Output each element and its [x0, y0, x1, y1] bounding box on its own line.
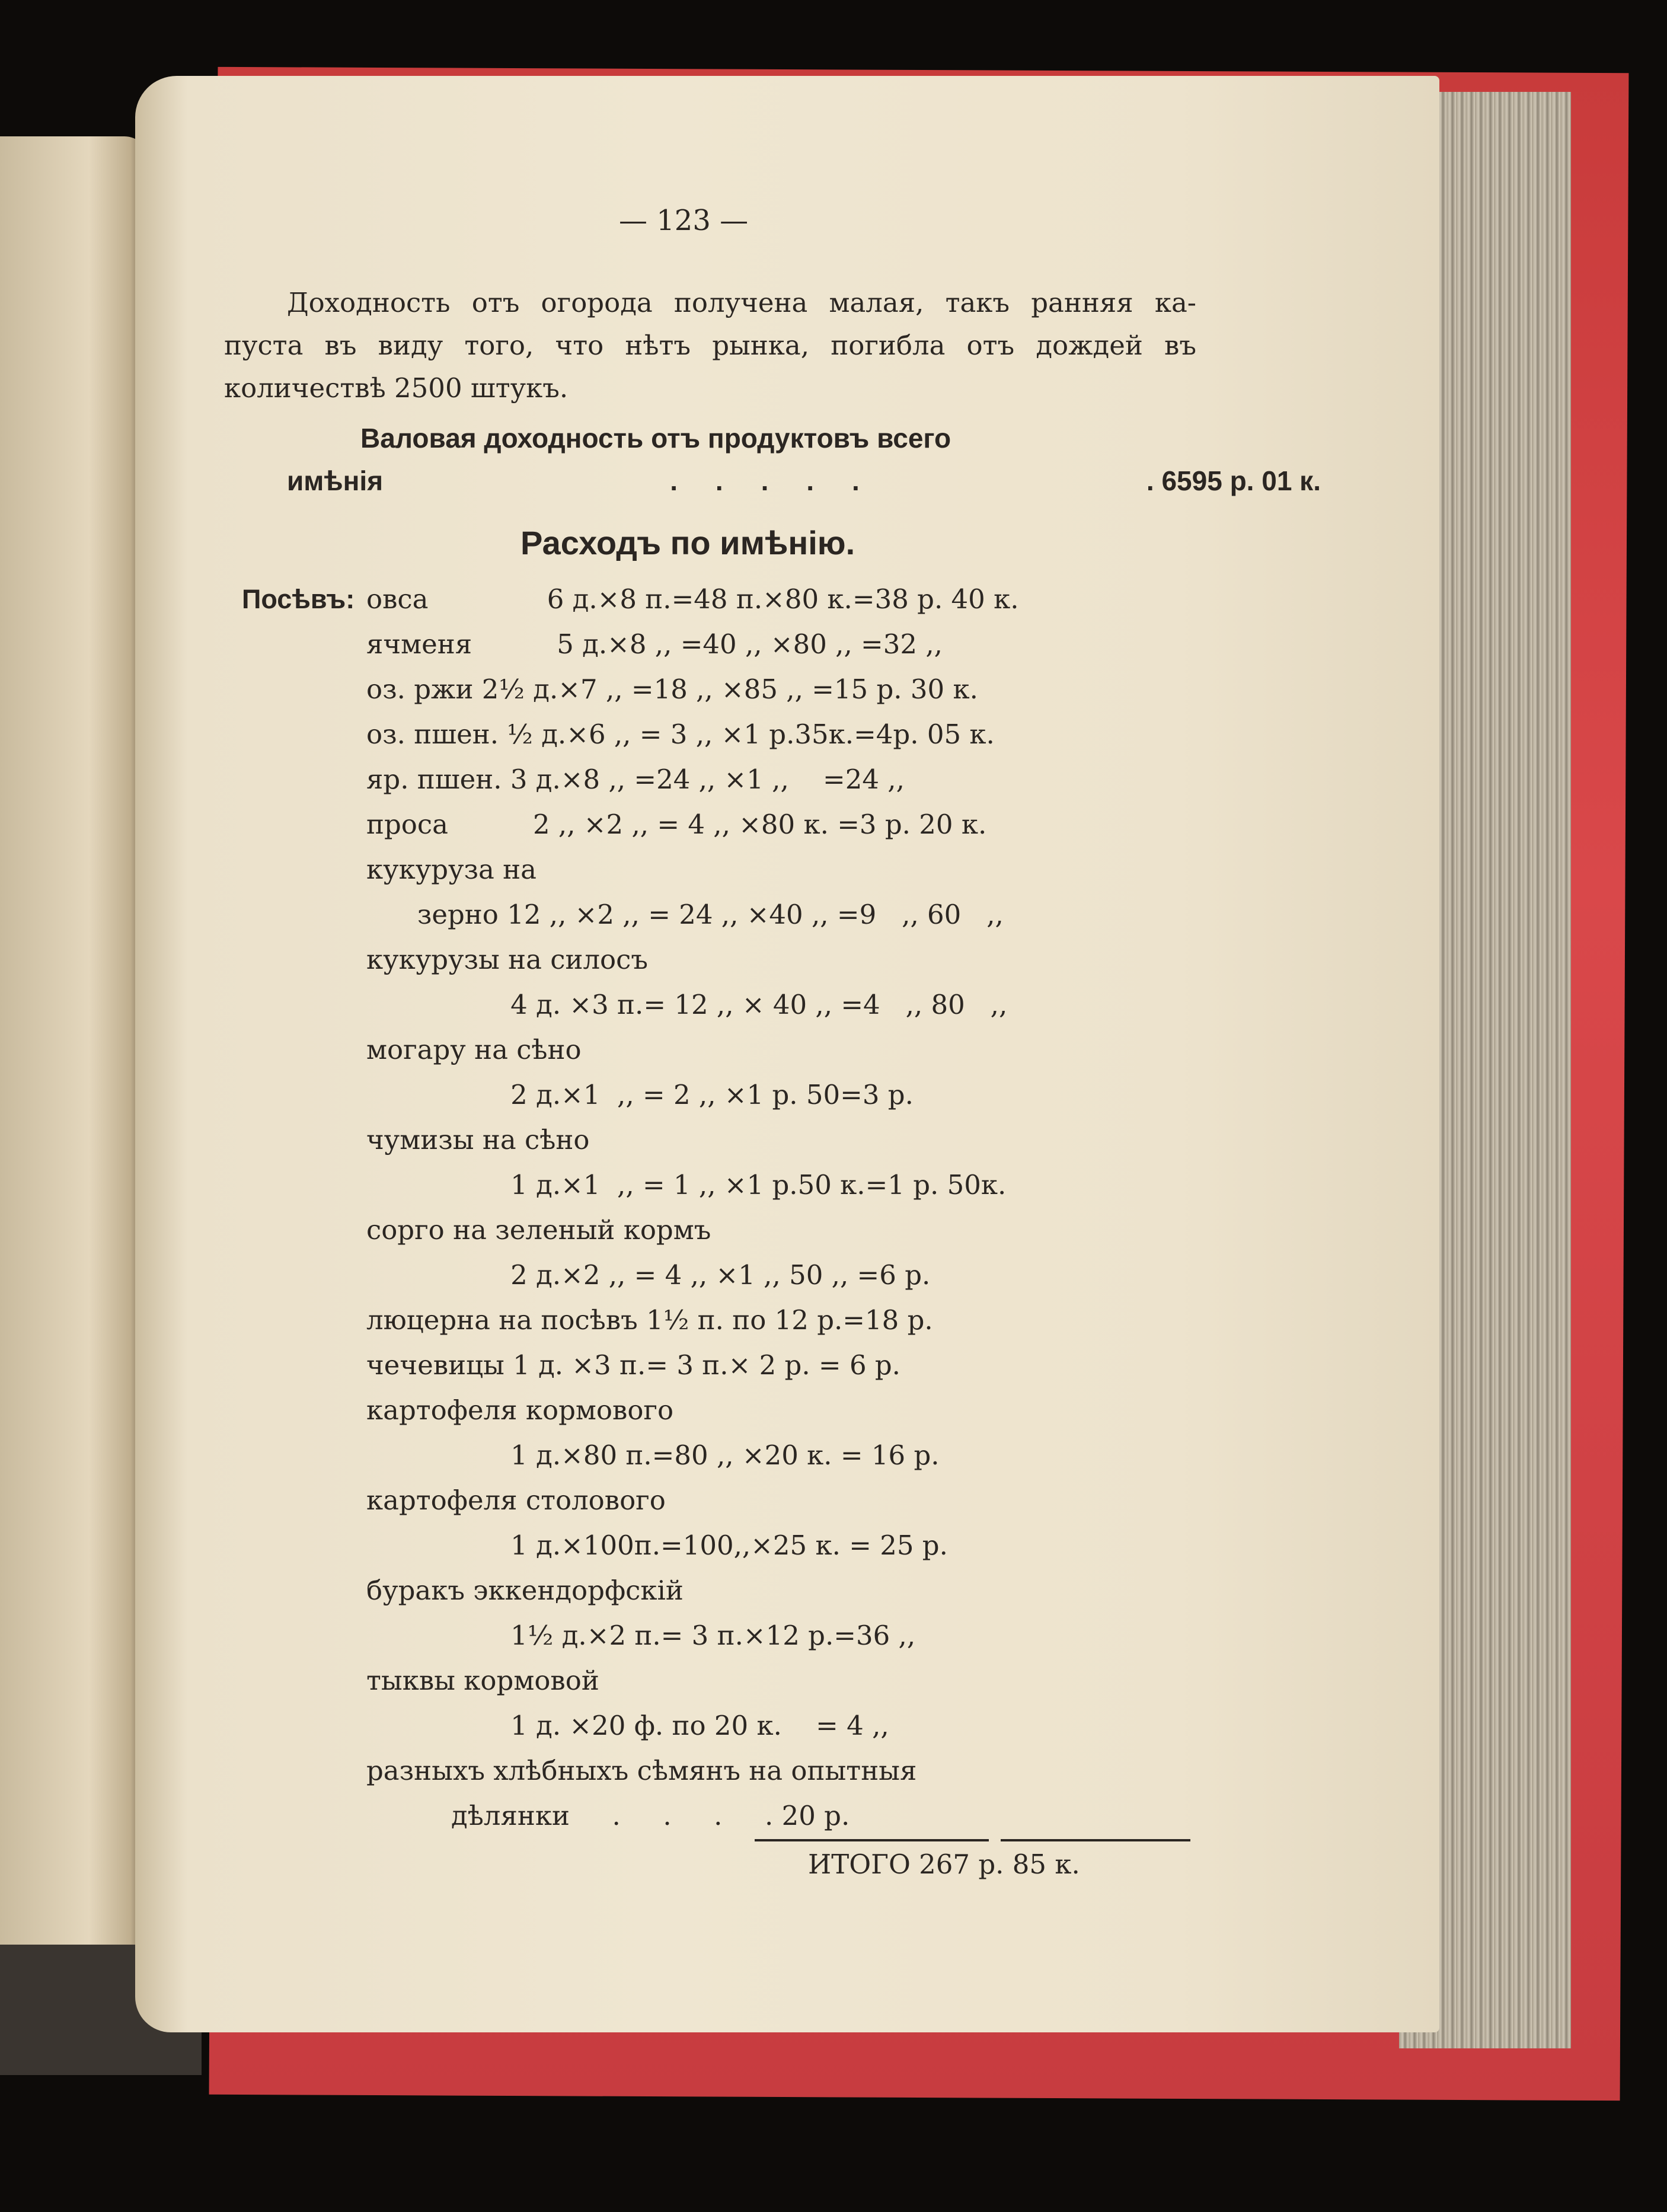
expense-line: картофеля кормового: [366, 1394, 674, 1426]
expense-line: 1 д.×100п.=100,,×25 к. = 25 р.: [366, 1530, 948, 1561]
expense-line: картофеля столового: [366, 1485, 666, 1516]
expense-line: 1 д.×1 ,, = 1 ,, ×1 р.50 к.=1 р. 50к.: [366, 1169, 1007, 1201]
page-number: — 123 —: [619, 204, 749, 237]
total-line: ИТОГО 267 р. 85 к.: [808, 1849, 1080, 1880]
expense-line: кукуруза на: [366, 854, 536, 885]
expense-line: ячменя 5 д.×8 ,, =40 ,, ×80 ,, =32 ,,: [366, 628, 943, 660]
expense-line: 1 д.×80 п.=80 ,, ×20 к. = 16 р.: [366, 1439, 940, 1471]
book-page: [135, 76, 1439, 2032]
expense-line: 2 д.×1 ,, = 2 ,, ×1 р. 50=3 р.: [366, 1079, 914, 1110]
paragraph-line: количествѣ 2500 штукъ.: [224, 372, 569, 404]
gross-income-label: имѣнія: [287, 465, 384, 496]
expense-line: овса 6 д.×8 п.=48 п.×80 к.=38 р. 40 к.: [366, 583, 1019, 615]
expense-line: чумизы на сѣно: [366, 1124, 590, 1156]
expense-line: сорго на зеленый кормъ: [366, 1214, 711, 1246]
total-rule: [755, 1839, 989, 1841]
expense-line: буракъ эккендорфскій: [366, 1575, 684, 1606]
expense-line: проса 2 ,, ×2 ,, = 4 ,, ×80 к. =3 р. 20 к.: [366, 809, 987, 840]
paragraph-line: пуста въ виду того, что нѣтъ рынка, погибла отъ дождей въ: [224, 330, 1196, 361]
expense-line: 1½ д.×2 п.= 3 п.×12 р.=36 ,,: [366, 1620, 916, 1651]
left-page-edge: [0, 136, 148, 2057]
total-rule: [1001, 1839, 1190, 1841]
expense-line: тыквы кормовой: [366, 1665, 599, 1696]
posev-label: Посѣвъ:: [242, 584, 355, 614]
expense-line: оз. пшен. ½ д.×6 ,, = 3 ,, ×1 р.35к.=4р. 05 к.: [366, 719, 995, 750]
expense-line: могару на сѣно: [366, 1034, 582, 1065]
expense-line: дѣлянки . . . . 20 р.: [366, 1800, 850, 1831]
gross-income-line: [287, 467, 1321, 494]
gross-income-heading: Валовая доходность отъ продуктовъ всего: [360, 423, 951, 454]
expense-line: люцерна на посѣвъ 1½ п. по 12 р.=18 р.: [366, 1304, 933, 1336]
expense-line: разныхъ хлѣбныхъ сѣмянъ на опытныя: [366, 1755, 917, 1786]
expense-line: яр. пшен. 3 д.×8 ,, =24 ,, ×1 ,, =24 ,,: [366, 764, 905, 795]
gross-income-amount: . 6595 р. 01 к.: [1146, 465, 1321, 496]
expense-line: чечевицы 1 д. ×3 п.= 3 п.× 2 р. = 6 р.: [366, 1349, 900, 1381]
expense-line: оз. ржи 2½ д.×7 ,, =18 ,, ×85 ,, =15 р. 30 к.: [366, 674, 978, 705]
section-heading: Расходъ по имѣнію.: [520, 524, 855, 561]
expense-line: 2 д.×2 ,, = 4 ,, ×1 ,, 50 ,, =6 р.: [366, 1259, 931, 1291]
expense-line: зерно 12 ,, ×2 ,, = 24 ,, ×40 ,, =9 ,, 60 ,,: [366, 899, 1004, 930]
expense-line: 4 д. ×3 п.= 12 ,, × 40 ,, =4 ,, 80 ,,: [366, 989, 1008, 1020]
leader-dots: . . . . .: [670, 465, 860, 496]
paragraph-line: Доходность отъ огорода получена малая, такъ ранняя ка-: [287, 287, 1196, 318]
expense-line: 1 д. ×20 ф. по 20 к. = 4 ,,: [366, 1710, 889, 1741]
expense-line: кукурузы на силосъ: [366, 944, 648, 975]
